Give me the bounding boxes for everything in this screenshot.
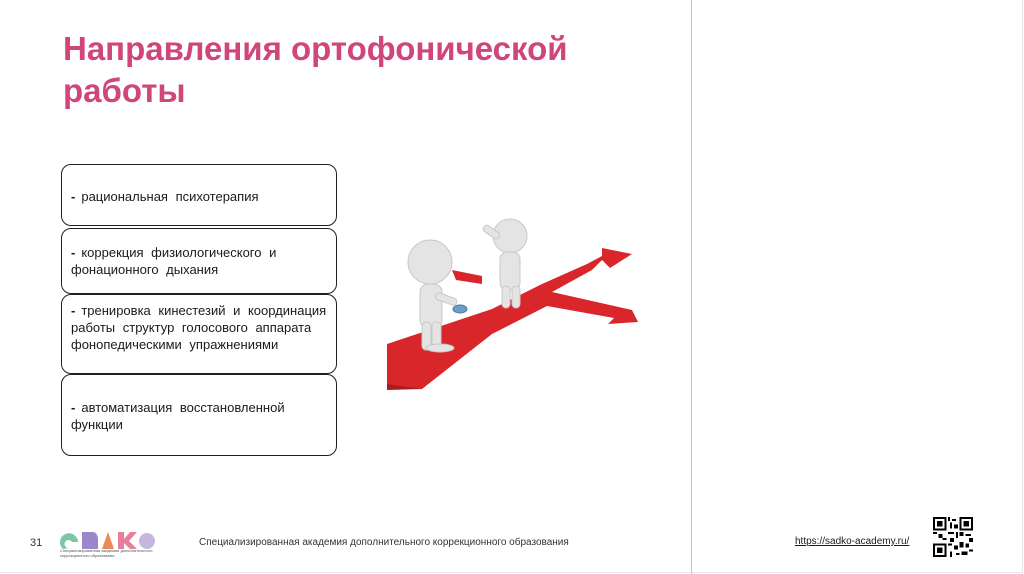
item-dash: - [71, 189, 76, 204]
direction-item-4 [61, 374, 337, 456]
page-number: 31 [30, 537, 43, 549]
item-text: тренировка кинестезий и координация работы структур голосового аппарата фонопедическими упражнениями [71, 303, 327, 352]
qr-code-icon [933, 517, 973, 557]
footer-website-link[interactable]: https://sadko-academy.ru/ [795, 536, 910, 547]
item-text: автоматизация восстановленной функции [71, 400, 285, 432]
item-dash: - [71, 400, 76, 415]
item-text: коррекция физиологического и фонационного дыхания [71, 245, 277, 277]
item-dash: - [71, 303, 76, 318]
slide-title: Направления ортофонической работы [63, 30, 568, 109]
direction-item-2 [61, 228, 337, 294]
direction-item-3 [61, 294, 337, 374]
footer-org-name: Специализированная академия дополнительного коррекционного образования [199, 537, 569, 548]
crossroads-illustration [382, 214, 644, 394]
slide-divider [691, 0, 692, 574]
logo-subtitle: Специализированная академия дополнительного коррекционного образования [60, 548, 153, 558]
item-dash: - [71, 245, 76, 260]
item-text: рациональная психотерапия [81, 189, 259, 204]
direction-item-1 [61, 164, 337, 226]
